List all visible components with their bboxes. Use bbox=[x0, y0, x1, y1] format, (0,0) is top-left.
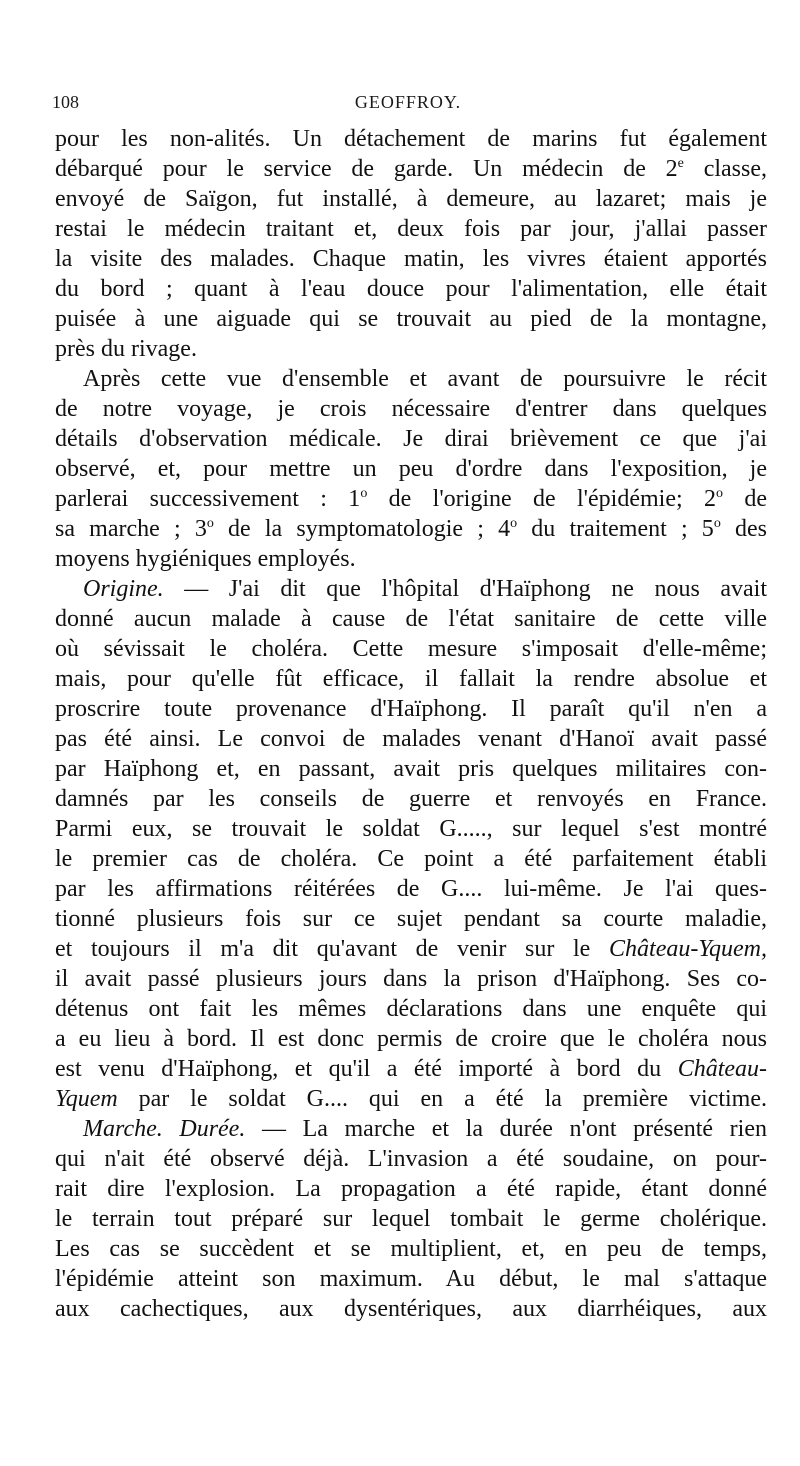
running-head: GEOFFROY. bbox=[354, 92, 462, 112]
text-line: envoyé de Saïgon, fut installé, à demeure, au lazaret; mais je bbox=[55, 186, 767, 212]
text-line: moyens hygiéniques employés. bbox=[55, 546, 356, 572]
page-number: 108 bbox=[52, 92, 79, 112]
text-line: proscrire toute provenance d'Haïphong. Il paraît qu'il n'en a bbox=[55, 696, 767, 722]
text-line: où sévissait le choléra. Cette mesure s'imposait d'elle-même; bbox=[55, 636, 767, 662]
text-line: détails d'observation médicale. Je dirai brièvement ce que j'ai bbox=[55, 426, 767, 452]
ship-name: Château-Yquem, bbox=[609, 936, 768, 962]
text-line: tionné plusieurs fois sur ce sujet pendant sa courte maladie, bbox=[55, 906, 767, 932]
body-text bbox=[55, 124, 767, 1324]
text-line: qui n'ait été observé déjà. L'invasion a été soudaine, on pour- bbox=[55, 1146, 767, 1172]
text-line: aux cachectiques, aux dysentériques, aux diarrhéiques, aux bbox=[55, 1296, 767, 1322]
text-line: la visite des malades. Chaque matin, les vivres étaient apportés bbox=[55, 246, 767, 272]
text-line: et toujours il m'a dit qu'avant de venir sur le Château-Yquem, bbox=[55, 936, 768, 962]
text-line: pas été ainsi. Le convoi de malades venant d'Hanoï avait passé bbox=[55, 726, 767, 752]
text-line: le terrain tout préparé sur lequel tombait le germe cholérique. bbox=[55, 1206, 767, 1232]
text-line: a eu lieu à bord. Il est donc permis de croire que le choléra nous bbox=[55, 1026, 767, 1052]
text-line: sa marche ; 3$^o$ de la symptomatologie ; 4$^o$ du traitement ; 5$^o$ des bbox=[55, 516, 767, 542]
section-heading-origine: Origine. bbox=[83, 576, 164, 602]
ship-name: Yquem bbox=[55, 1086, 118, 1112]
text-line: est venu d'Haïphong, et qu'il a été importé à bord du Château- bbox=[55, 1056, 768, 1082]
text-line: par les affirmations réitérées de G.... lui-même. Je l'ai ques- bbox=[55, 876, 767, 902]
text-line: parlerai successivement : 1$^o$ de l'origine de l'épidémie; 2$^o$ de bbox=[55, 486, 768, 512]
text-line: pour les non-alités. Un détachement de marins fut également bbox=[55, 126, 767, 152]
text-line: Après cette vue d'ensemble et avant de poursuivre le récit bbox=[83, 366, 767, 392]
section-heading-marche: Marche. Durée. bbox=[83, 1116, 246, 1142]
text-line: près du rivage. bbox=[55, 336, 197, 362]
text-line: Marche. Durée. — La marche et la durée n'ont présenté rien bbox=[83, 1116, 767, 1142]
text-line: de notre voyage, je crois nécessaire d'entrer dans quelques bbox=[55, 396, 767, 422]
text-line: puisée à une aiguade qui se trouvait au pied de la montagne, bbox=[55, 306, 767, 332]
text-line: Parmi eux, se trouvait le soldat G....., sur lequel s'est montré bbox=[55, 816, 767, 842]
text-line: le premier cas de choléra. Ce point a été parfaitement établi bbox=[55, 846, 767, 872]
text-line: il avait passé plusieurs jours dans la prison d'Haïphong. Ses co- bbox=[55, 966, 767, 992]
text-line: l'épidémie atteint son maximum. Au début, le mal s'attaque bbox=[55, 1266, 767, 1292]
text-line: rait dire l'explosion. La propagation a été rapide, étant donné bbox=[55, 1176, 767, 1202]
text-line: Origine. — J'ai dit que l'hôpital d'Haïphong ne nous avait bbox=[83, 576, 767, 602]
text-line: observé, et, pour mettre un peu d'ordre dans l'exposition, je bbox=[55, 456, 767, 482]
text-line: Yquem par le soldat G.... qui en a été la première victime. bbox=[55, 1086, 767, 1112]
text-line: damnés par les conseils de guerre et renvoyés en France. bbox=[55, 786, 767, 812]
ship-name: Château- bbox=[677, 1056, 768, 1082]
text-line: débarqué pour le service de garde. Un médecin de 2e classe, bbox=[55, 156, 767, 182]
text-line: par Haïphong et, en passant, avait pris quelques militaires con- bbox=[55, 756, 767, 782]
text-line: détenus ont fait les mêmes déclarations dans une enquête qui bbox=[55, 996, 767, 1022]
page-header bbox=[52, 92, 764, 118]
text-line: Les cas se succèdent et se multiplient, et, en peu de temps, bbox=[55, 1236, 767, 1262]
text-line: donné aucun malade à cause de l'état sanitaire de cette ville bbox=[55, 606, 767, 632]
text-line: restai le médecin traitant et, deux fois par jour, j'allai passer bbox=[55, 216, 767, 242]
text-line: du bord ; quant à l'eau douce pour l'alimentation, elle était bbox=[55, 276, 767, 302]
text-line: mais, pour qu'elle fût efficace, il fallait la rendre absolue et bbox=[55, 666, 767, 692]
